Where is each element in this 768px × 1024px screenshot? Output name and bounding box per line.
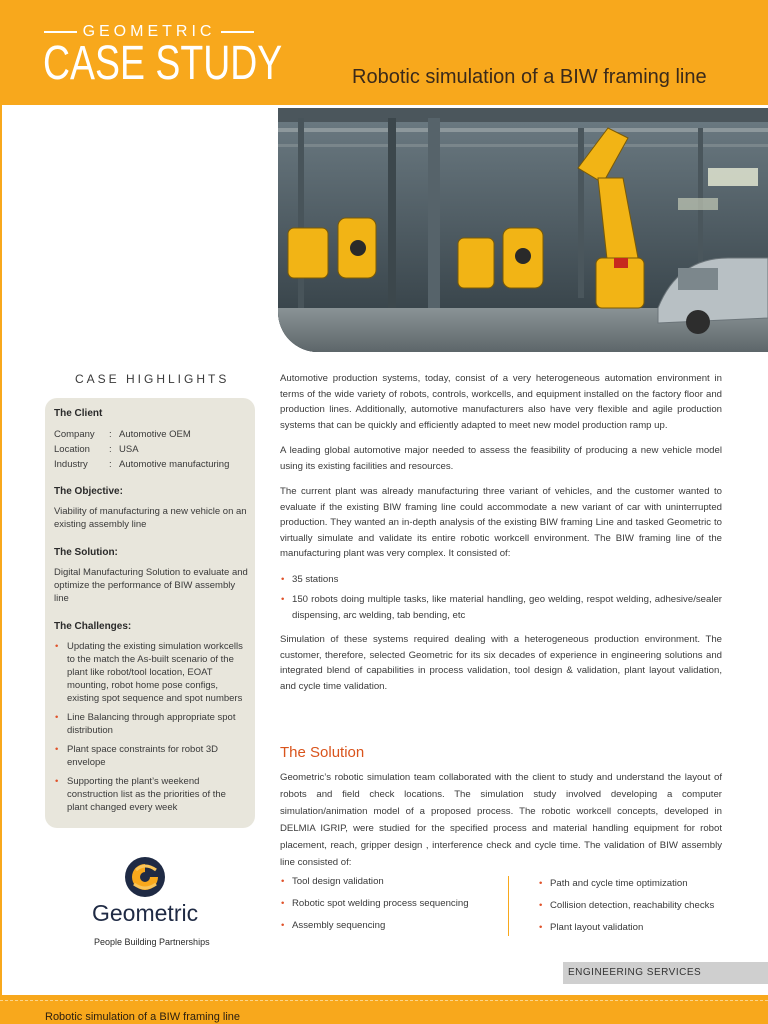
client-row: Company : Automotive OEM	[54, 429, 191, 440]
client-label: Company	[54, 429, 95, 440]
client-value: USA	[119, 444, 139, 455]
client-label: Industry	[54, 459, 88, 470]
brand-rule-left	[44, 31, 77, 33]
list-item: • Plant layout validation	[538, 921, 714, 943]
geometric-logo-icon	[124, 856, 166, 898]
paragraph: Simulation of these systems required dealing with a heterogeneous production environment. The customer, therefore, selected Geometric for its six decades of experience in engineering solutions and integrated blend of capabilities in process validation, tool design & validation, plant layout validation, and cycle time validation.	[280, 634, 722, 692]
solution-text: Digital Manufacturing Solution to evaluate and optimize the performance of BIW assembly line	[54, 567, 248, 604]
footer-title: Robotic simulation of a BIW framing line	[45, 1011, 241, 1023]
brand-top-text: GEOMETRIC	[82, 23, 216, 40]
challenge-item: • Supporting the plant’s weekend construction list as the priorities of the plant changed every week	[54, 775, 249, 814]
case-highlights-panel	[45, 398, 255, 828]
logo-tagline: People Building Partnerships	[94, 937, 210, 947]
list-item: • Collision detection, reachability checks	[538, 899, 714, 921]
client-row: Location : USA	[54, 444, 139, 455]
list-item: • Tool design validation	[280, 875, 469, 897]
service-bar: ENGINEERING SERVICES	[563, 962, 768, 984]
hero-photo	[278, 108, 768, 352]
left-margin-line	[0, 105, 2, 995]
validation-list-left	[280, 875, 469, 941]
footer-dashed-line	[0, 1000, 768, 1001]
validation-list-right	[538, 877, 714, 943]
solution-paragraph: Geometric’s robotic simulation team collaborated with the client to study and understand the layout of robots and field check locations. The simulation study involved developing a computer simulation/animation model of a proposed process. The robotic workcell concepts, developed in DELMIA IGRIP, were studied for the specified process and material handling equipment for robot placement, reach, gripper design , interference check and cycle time. The validation of BIW assembly line consisted of:	[280, 772, 722, 868]
header-band	[0, 0, 768, 105]
paragraph: The current plant was already manufacturing three variant of vehicles, and the customer wanted to evaluate if the existing BIW framing line could accommodate a new variant of car with uninterrupted production. They wanted an in-depth analysis of the existing BIW framing Line and tasked Geometric to virtually simulate and validate its entire robotic workcell environment. The BIW framing line of the manufacturing plant was very complex. It consisted of:	[280, 486, 722, 559]
challenge-item: • Plant space constraints for robot 3D envelope	[54, 743, 249, 769]
objective-text: Viability of manufacturing a new vehicle on an existing assembly line	[54, 506, 247, 530]
challenges-list	[54, 640, 249, 814]
challenges-title: The Challenges:	[54, 621, 132, 632]
column-divider	[508, 876, 509, 936]
body-list	[280, 572, 722, 624]
client-value: Automotive OEM	[119, 429, 191, 440]
paragraph: Automotive production systems, today, consist of a very heterogeneous automation environment in terms of the wide variety of robots, controls, workcells, and equipment installed on the factory floor and production lines. Additionally, automotive manufacturers also have very flexible and agile production systems that can be quickly and efficiently adapted to meet new model production ramp up.	[280, 373, 722, 431]
brand-main: CASE STUDY	[43, 37, 283, 90]
list-item: • 35 stations	[280, 572, 722, 588]
client-value: Automotive manufacturing	[119, 459, 230, 470]
paragraph: A leading global automotive major needed to assess the feasibility of producing a new vehicle model using its existing facilities and resources.	[280, 445, 722, 472]
client-title: The Client	[54, 408, 103, 419]
brand-rule-right	[221, 31, 254, 33]
list-item: • Path and cycle time optimization	[538, 877, 714, 899]
logo-name: Geometric	[92, 900, 199, 926]
solution-heading: The Solution	[280, 744, 365, 761]
objective-title: The Objective:	[54, 486, 123, 497]
case-highlights-heading: CASE HIGHLIGHTS	[75, 372, 230, 386]
robot-factory-illustration	[278, 108, 768, 352]
list-item: • Robotic spot welding process sequencing	[280, 897, 469, 919]
page-title: Robotic simulation of a BIW framing line	[352, 66, 707, 88]
challenge-item: • Line Balancing through appropriate spot distribution	[54, 711, 249, 737]
list-item: • Assembly sequencing	[280, 919, 469, 941]
list-item: • 150 robots doing multiple tasks, like material handling, geo welding, respot welding, adhesive/sealer dispensing, arc welding, tab bending, etc	[280, 592, 722, 623]
client-row: Industry : Automotive manufacturing	[54, 459, 230, 470]
main-body	[280, 371, 722, 704]
client-label: Location	[54, 444, 90, 455]
challenge-item: • Updating the existing simulation workcells to the match the As-built scenario of the plant like robot/tool location, EOAT mounting, robot home pose configs, existing spot sequence and spot numbers	[54, 640, 249, 705]
solution-title: The Solution:	[54, 547, 118, 558]
